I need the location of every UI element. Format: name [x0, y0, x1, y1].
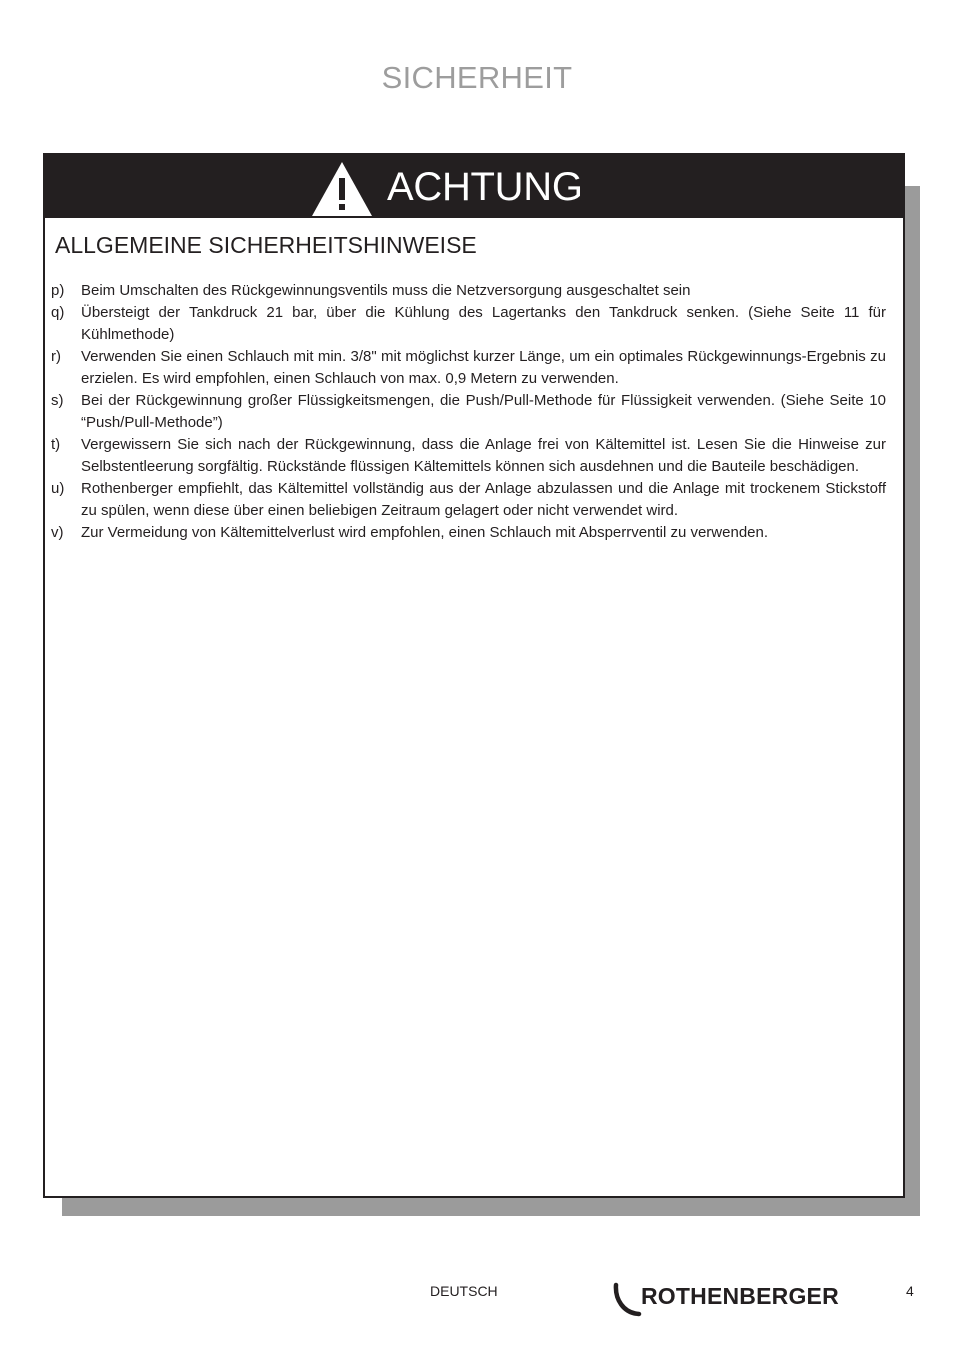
- list-item-letter: r): [51, 348, 61, 365]
- page-number: 4: [906, 1283, 914, 1299]
- brand-name: ROTHENBERGER: [641, 1283, 839, 1309]
- list-item: [51, 346, 886, 390]
- list-item-letter: s): [51, 392, 64, 409]
- list-item-text: Übersteigt der Tankdruck 21 bar, über die Kühlung des Lagertanks den Tankdruck senken. (Siehe Seite 11 für Kühlmethode): [81, 304, 886, 343]
- list-item-letter: v): [51, 524, 64, 541]
- list-item: [51, 478, 886, 522]
- brand-logo: [613, 1281, 858, 1317]
- list-item-text: Zur Vermeidung von Kältemittelverlust wird empfohlen, einen Schlauch mit Absperrventil zu verwenden.: [81, 524, 769, 541]
- warning-title: ACHTUNG: [387, 165, 583, 209]
- list-item-text: Beim Umschalten des Rückgewinnungsventils muss die Netzversorgung ausgeschaltet sein: [81, 282, 691, 299]
- list-item-letter: t): [51, 436, 61, 453]
- list-item-letter: u): [51, 480, 65, 497]
- list-item: [51, 302, 886, 346]
- list-item-text: Verwenden Sie einen Schlauch mit min. 3/8" mit möglichst kurzer Länge, um ein optimales Rückgewinnungs-Ergebnis zu erzielen. Es wird empfohlen, einen Schlauch von max. 0,9 Metern zu verwenden.: [81, 348, 886, 387]
- list-item-letter: q): [51, 304, 65, 321]
- warning-header-bar: [45, 155, 903, 218]
- list-item-text: Bei der Rückgewinnung großer Flüssigkeitsmengen, die Push/Pull-Methode für Flüssigkeit verwenden. (Siehe Seite 10 “Push/Pull-Methode”): [81, 392, 886, 431]
- list-item: [51, 390, 886, 434]
- warning-box: [43, 153, 905, 1198]
- section-title: ALLGEMEINE SICHERHEITSHINWEISE: [55, 232, 477, 258]
- page-heading: SICHERHEIT: [381, 60, 573, 95]
- list-item: [51, 434, 886, 478]
- safety-list: [51, 280, 886, 544]
- warning-triangle-icon: [312, 162, 372, 216]
- footer-language: DEUTSCH: [430, 1283, 498, 1299]
- list-item: [51, 280, 886, 302]
- list-item-letter: p): [51, 282, 65, 299]
- list-item-text: Vergewissern Sie sich nach der Rückgewinnung, dass die Anlage frei von Kältemittel ist. Lesen Sie die Hinweise zur Selbstentleerung sorgfältig. Rückstände flüssigen Kältemittels können sich ausdehnen und die Bauteile beschädigen.: [81, 436, 886, 475]
- list-item-text: Rothenberger empfiehlt, das Kältemittel vollständig aus der Anlage abzulassen und die Anlage mit trockenem Stickstoff zu spülen, wenn diese über einen beliebigen Zeitraum gelagert oder nicht verwendet wird.: [81, 480, 886, 519]
- list-item: [51, 522, 886, 544]
